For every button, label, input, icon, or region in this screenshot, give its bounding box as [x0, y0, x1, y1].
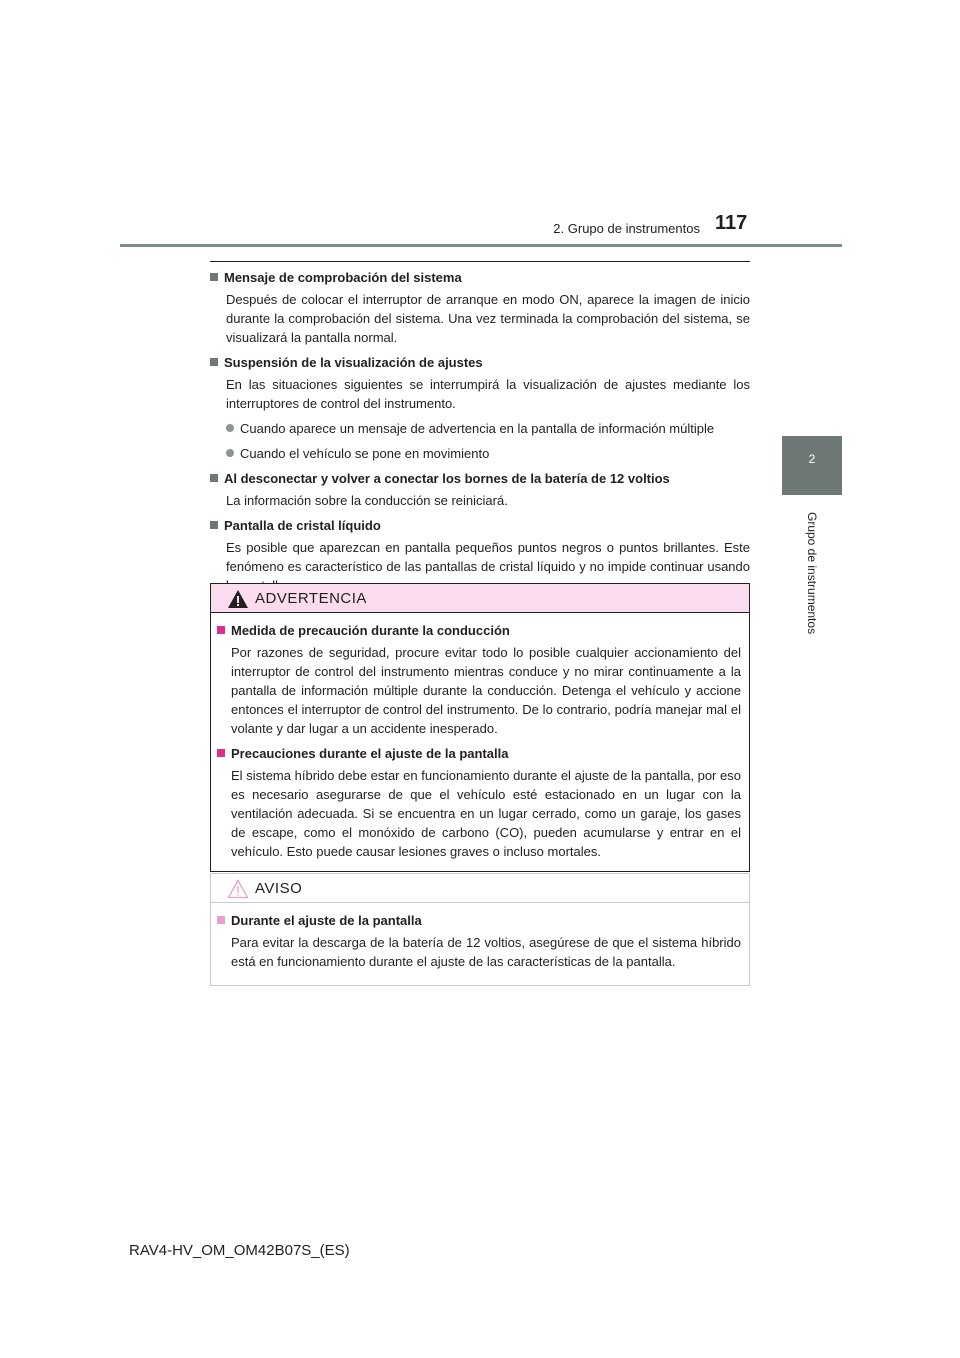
side-tab-number: 2	[808, 452, 816, 466]
section-text: La información sobre la conducción se reiniciará.	[226, 493, 508, 508]
page-number: 117	[715, 212, 748, 234]
notice-item-heading: Durante el ajuste de la pantalla	[217, 911, 741, 931]
dot-bullet-icon	[226, 449, 234, 457]
warning-item-text: Por razones de seguridad, procure evitar todo lo posible cualquier accionamiento del interruptor de control del instrumento mientras conduce y no mirar continuamente a la pantalla de información múltiple durante la conducción. Detenga el vehículo y accione entonces el interruptor de control del instrumento. De lo contrario, podría manejar mal el volante y dar lugar a un accidente inesperado.	[231, 645, 741, 736]
square-bullet-icon	[217, 626, 225, 634]
square-bullet-icon	[217, 749, 225, 757]
side-label-text: Grupo de instrumentos	[805, 512, 819, 635]
list-item: Cuando el vehículo se pone en movimiento	[210, 444, 750, 463]
notice-body	[211, 903, 749, 985]
warning-item-text: El sistema híbrido debe estar en funcionamiento durante el ajuste de la pantalla, por eso es necesario asegurarse de que el vehículo esté estacionado en un lugar con la ventilación adecuada. Si se encuentra en un lugar cerrado, como un garaje, los gases de escape, como el monóxido de carbono (CO), pueden acumularse y entrar en el vehículo. Esto puede causar lesiones graves o incluso mortales.	[231, 768, 741, 859]
warning-triangle-icon	[227, 589, 249, 609]
section-heading: Al desconectar y volver a conectar los bornes de la batería de 12 voltios	[210, 469, 750, 489]
section-text: En las situaciones siguientes se interrumpirá la visualización de ajustes mediante los interruptores de control del instrumento.	[226, 377, 750, 411]
list-item: Cuando aparece un mensaje de advertencia en la pantalla de información múltiple	[210, 419, 750, 438]
section-battery-terminals	[210, 469, 750, 510]
square-bullet-icon	[217, 916, 225, 924]
warning-title: ADVERTENCIA	[255, 590, 367, 607]
warning-item-heading: Precauciones durante el ajuste de la pantalla	[217, 744, 741, 764]
section-text: Después de colocar el interruptor de arranque en modo ON, aparece la imagen de inicio durante la comprobación del sistema. Una vez terminada la comprobación del sistema, se visualizará la pantalla normal.	[226, 292, 750, 345]
section-heading: Suspensión de la visualización de ajustes	[210, 353, 750, 373]
square-bullet-icon	[210, 358, 218, 366]
caution-triangle-icon	[227, 879, 249, 899]
notice-header	[211, 874, 749, 903]
square-bullet-icon	[210, 521, 218, 529]
section-display-suspension	[210, 353, 750, 463]
side-label	[805, 512, 819, 652]
notice-box	[210, 873, 750, 986]
notice-item-text: Para evitar la descarga de la batería de 12 voltios, asegúrese de que el sistema híbrido está en funcionamiento durante el ajuste de las características de la pantalla.	[231, 935, 741, 969]
section-system-check	[210, 268, 750, 347]
section-heading: Pantalla de cristal líquido	[210, 516, 750, 536]
dot-bullet-icon	[226, 424, 234, 432]
warning-header	[211, 584, 749, 613]
square-bullet-icon	[210, 474, 218, 482]
header-title: 2. Grupo de instrumentos	[553, 221, 700, 236]
main-content	[210, 262, 750, 595]
header-rule	[120, 244, 842, 247]
warning-body	[211, 613, 749, 871]
warning-box	[210, 583, 750, 872]
square-bullet-icon	[210, 273, 218, 281]
notice-item	[217, 911, 741, 971]
warning-item	[217, 744, 741, 861]
warning-item-heading: Medida de precaución durante la conducción	[217, 621, 741, 641]
warning-item	[217, 621, 741, 738]
section-text: Es posible que aparezcan en pantalla pequeños puntos negros o puntos brillantes. Este fenómeno es característico de las pantallas de cristal líquido y no impide continuar usando	[226, 540, 750, 574]
section-heading: Mensaje de comprobación del sistema	[210, 268, 750, 288]
side-tab	[782, 436, 842, 495]
notice-title: AVISO	[255, 880, 303, 897]
footer-code: RAV4-HV_OM_OM42B07S_(ES)	[129, 1242, 350, 1259]
